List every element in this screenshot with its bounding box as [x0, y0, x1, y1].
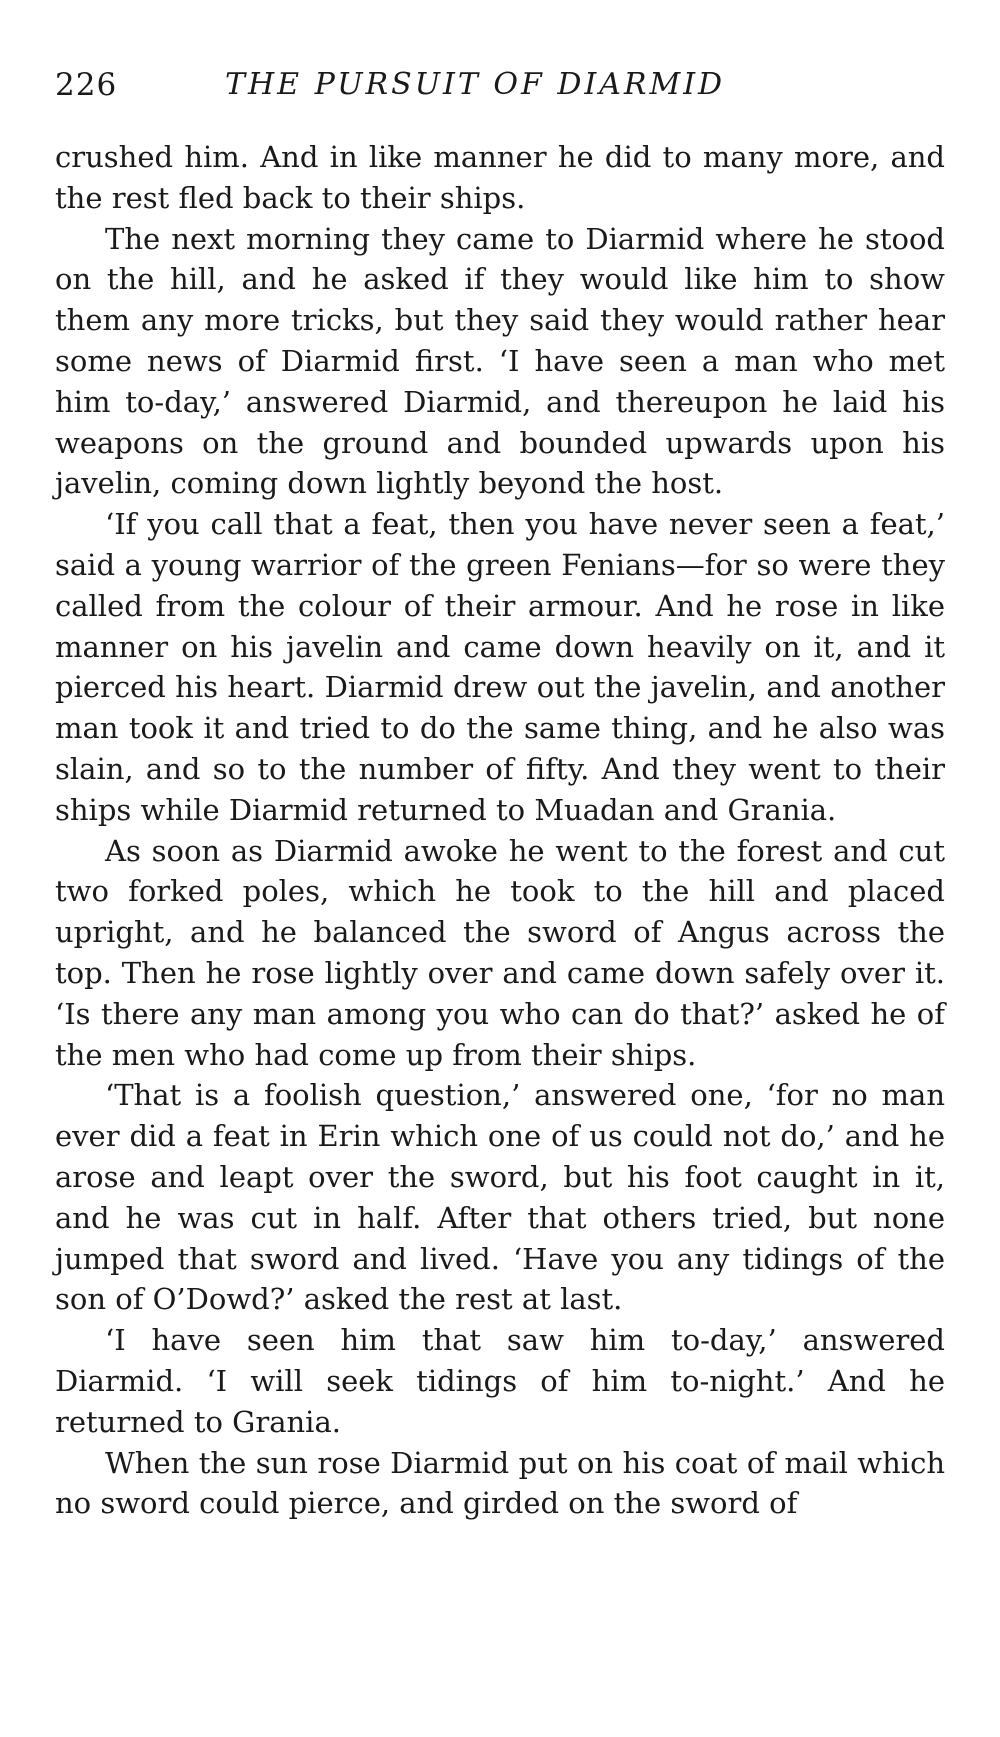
paragraph-7: When the sun rose Diarmid put on his coat of mail which no sword could pierce, and girded on the sword of [55, 1445, 945, 1521]
paragraph-1: crushed him. And in like manner he did to many more, and the rest fled back to their ships. [55, 140, 945, 215]
paragraph-4: As soon as Diarmid awoke he went to the forest and cut two forked poles, which he took to the hill and placed upright, and he balanced the sword of Angus across the top. Then he rose lightly over and came down safely over it. ‘Is there any man among you who can do that?’ asked he of the men who had come up from their ships. [55, 833, 945, 1072]
paragraph-3: ‘If you call that a feat, then you have never seen a feat,’ said a young warrior of the green Fenians—for so were they called from the colour of their armour. And he rose in like manner on his javelin and came down heavily on it, and it pierced his heart. Diarmid drew out the javelin, and another man took it and tried to do the same thing, and he also was slain, and so to the number of fifty. And they went to their ships while Diarmid returned to Muadan and Grania. [55, 507, 945, 827]
paragraph-5: ‘That is a foolish question,’ answered one, ‘for no man ever did a feat in Erin which one of us could not do,’ and he arose and leapt over the sword, but his foot caught in it, and he was cut in half. After that others tried, but none jumped that sword and lived. ‘Have you any tidings of the son of O’Dowd?’ asked the rest at last. [55, 1078, 945, 1317]
page-header [55, 60, 945, 110]
running-title: THE PURSUIT OF DIARMID [225, 67, 726, 102]
page-number: 226 [55, 67, 118, 103]
paragraph-2: The next morning they came to Diarmid where he stood on the hill, and he asked if they would like him to show them any more tricks, but they said they would rather hear some news of Diarmid first. ‘I have seen a man who met him to-day,’ answered Diarmid, and thereupon he laid his weapons on the ground and bounded upwards upon his javelin, coming down lightly beyond the host. [55, 221, 945, 501]
paragraph-6: ‘I have seen him that saw him to-day,’ answered Diarmid. ‘I will seek tidings of him to-night.’ And he returned to Grania. [55, 1323, 945, 1439]
page-body [55, 137, 945, 1524]
